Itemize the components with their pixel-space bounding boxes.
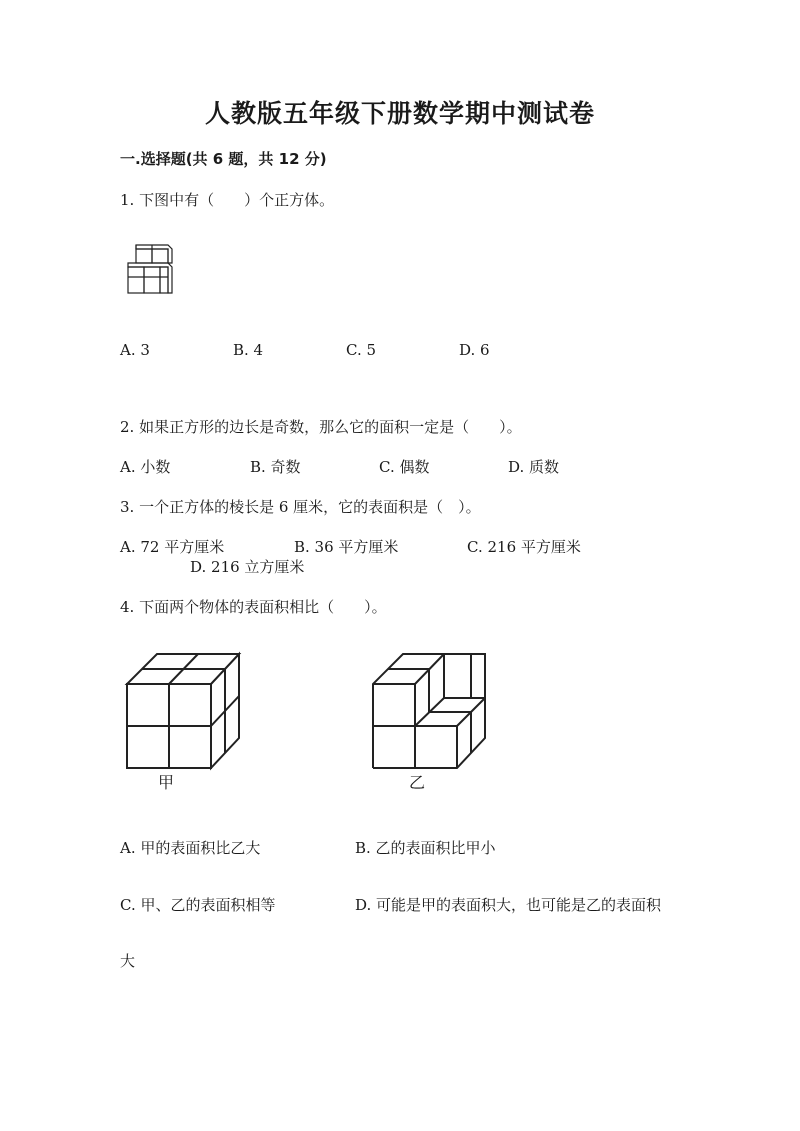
q3-option-d[interactable]: D. 216 立方厘米 [190, 558, 305, 576]
page-title: 人教版五年级下册数学期中测试卷 [204, 99, 595, 128]
q1-option-d[interactable]: D. 6 [459, 341, 490, 359]
figure-label-yi: 乙 [409, 773, 426, 792]
q2-option-b[interactable]: B. 奇数 [250, 458, 301, 476]
cube-top-outline [136, 245, 172, 263]
section-heading: 一.选择题(共 6 题，共 12 分) [120, 150, 327, 168]
question-4-text: 4. 下面两个物体的表面积相比（ ）。 [120, 598, 387, 616]
q3-option-c[interactable]: C. 216 平方厘米 [467, 538, 581, 556]
question-1-text: 1. 下图中有（ ）个正方体。 [120, 191, 335, 209]
figure-yi-cube [372, 652, 488, 772]
question-3-text: 3. 一个正方体的棱长是 6 厘米，它的表面积是（ ）。 [120, 498, 481, 516]
figure-jia-cube [126, 652, 242, 772]
q1-option-a[interactable]: A. 3 [120, 341, 150, 359]
q2-option-c[interactable]: C. 偶数 [379, 458, 430, 476]
q4-option-d-continuation: 大 [120, 952, 136, 970]
q1-option-c[interactable]: C. 5 [346, 341, 377, 359]
q4-option-a[interactable]: A. 甲的表面积比乙大 [120, 839, 261, 857]
q3-option-b[interactable]: B. 36 平方厘米 [294, 538, 399, 556]
q4-option-d[interactable]: D. 可能是甲的表面积大，也可能是乙的表面积 [355, 896, 662, 914]
q2-option-a[interactable]: A. 小数 [120, 458, 171, 476]
q4-option-b[interactable]: B. 乙的表面积比甲小 [355, 839, 496, 857]
q2-option-d[interactable]: D. 质数 [508, 458, 560, 476]
question-1-cube-figure [126, 243, 176, 295]
figure-label-jia: 甲 [158, 773, 175, 792]
question-2-text: 2. 如果正方形的边长是奇数，那么它的面积一定是（ ）。 [120, 418, 522, 436]
q1-option-b[interactable]: B. 4 [233, 341, 264, 359]
q4-option-c[interactable]: C. 甲、乙的表面积相等 [120, 896, 276, 914]
q3-option-a[interactable]: A. 72 平方厘米 [120, 538, 225, 556]
